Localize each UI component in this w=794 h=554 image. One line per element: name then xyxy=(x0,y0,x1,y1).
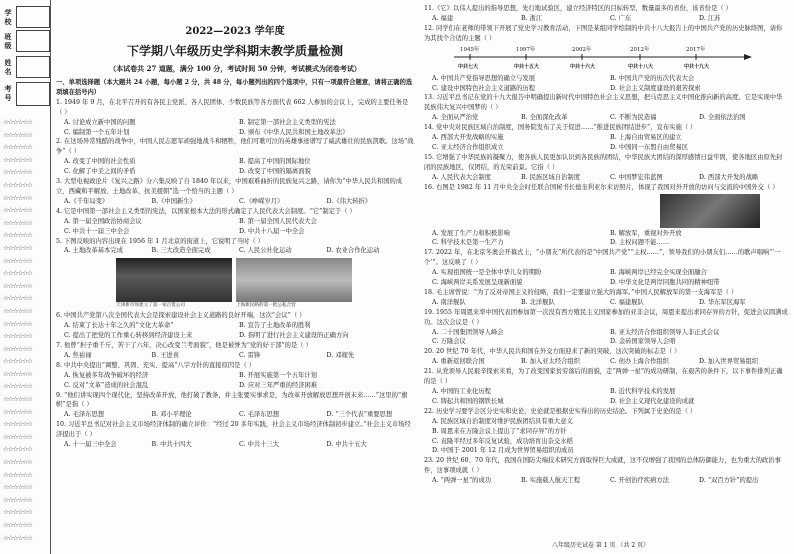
question-stem: 15. 它增强了中华民族的凝聚力，使各族人民更加认识到各民族的团结，中华民族大团结的深厚感情日益牢固，使各地区由原先封闭的民族地区，仅团结，的光荣前景。它指（ ） xyxy=(424,153,783,171)
exam-number-input[interactable] xyxy=(16,82,50,106)
question xyxy=(56,311,414,341)
question xyxy=(424,347,788,367)
answer-option[interactable]: A. 民族区域自治制度对维护民族团结具有重大意义 xyxy=(432,417,573,425)
question-stem: 3. 大型电视政论片《复兴之路》分六集反映了自 1840 年以来，中国艰难曲折的民族复兴之路，请你为“中华人民共和国的成立、西藏和平解放、土地改革、抗美援朝”选一个恰当的主题（ ） xyxy=(56,178,403,195)
answer-option[interactable]: B. 上海自由贸易区的建立 xyxy=(610,134,682,142)
answer-option[interactable]: D. 全面依法治国 xyxy=(699,114,746,122)
answer-option[interactable]: A. 焦裕禄 xyxy=(64,351,92,359)
question-stem: 9. “他们讲实现四个现代化，坚持改革开放，他打破了教条，并主张要实事求是，为改革开放解放思想开创未来……”这里的“旗帜”是指（ ） xyxy=(56,391,408,409)
question-stem: 19. 1955 年周恩来率中国代表团参加第一次没有西方殖民主义国家参加的亚非会议，周恩来提出求同存异的方针，促进会议圆满成功。这次会议是（ ） xyxy=(424,308,788,326)
answer-option[interactable]: A. 西部大开发战略的实施 xyxy=(432,134,504,142)
exam-title: 下学期八年级历史学科期末教学质量检测 xyxy=(126,44,343,58)
answer-option[interactable]: A.《千年局变》 xyxy=(64,197,109,205)
question xyxy=(424,24,788,74)
answer-options xyxy=(424,14,788,24)
exam-note: （本试卷共 27 道题，满分 100 分，考试时间 50 分钟，考试模式为闭卷考试） xyxy=(109,64,361,73)
field-label: 学校 xyxy=(4,8,12,26)
answer-option[interactable]: D. 加入世界贸易组织 xyxy=(699,358,759,366)
answer-option[interactable]: D. “双百方针”的提出 xyxy=(699,477,759,485)
question-stem: 6. 中国共产党第八次全国代表大会是探索建设社会主义道路的良好开端，这次“会议”（ ） xyxy=(56,312,306,320)
answer-options xyxy=(424,357,788,367)
answer-option[interactable]: A. 中国的工业化历程 xyxy=(432,388,491,395)
answer-option[interactable]: C. 袁隆平经过多年反复试验，成功培育出杂交水稻 xyxy=(432,437,573,445)
left-questions xyxy=(56,98,414,450)
question-stem: 14. 党中央对民族区域自治制度，国务院发布了关于促进……“推进民族团结进步”，宣布实施（ ） xyxy=(424,124,697,132)
timeline-year: 1997年 xyxy=(516,46,536,53)
question xyxy=(424,308,788,348)
question xyxy=(56,137,414,177)
field-label: 姓名 xyxy=(4,58,12,76)
answer-option[interactable]: C. 开创治疗疾病方法 xyxy=(610,477,669,485)
answer-option[interactable]: A. 毛泽东思想 xyxy=(64,411,105,419)
answer-option[interactable]: A. 结束了长达十年之久的“文化大革命” xyxy=(64,322,174,330)
answer-option[interactable]: A. 土地改革基本完成 xyxy=(64,247,123,255)
answer-option[interactable]: A. 改变了中国的社会性质 xyxy=(64,158,136,166)
question-stem: 18. 毛主席曾说：“为了反对帝国主义的侵略，我们一定要建立强大的海军。”中国人民解放军的第一支海军是（ ） xyxy=(424,288,738,296)
answer-option[interactable]: A. 二十国集团领导人峰会 xyxy=(432,328,504,336)
answer-option[interactable]: A. “两弹一星”的成功 xyxy=(432,477,492,485)
answer-options xyxy=(424,229,788,249)
question-stem: 20. 20 世纪 70 年代，中华人民共和国在外交方面迎来了新的突破，这次突破的标志是（ ） xyxy=(424,348,681,356)
photo-crowd xyxy=(236,258,352,302)
answer-option[interactable]: C. 编制第一个五年计划 xyxy=(64,128,130,136)
answer-option[interactable]: C. 不断为民造福 xyxy=(610,114,657,122)
answer-option[interactable]: C. 雷锋 xyxy=(239,351,261,359)
answer-options xyxy=(56,246,414,256)
question xyxy=(424,407,788,457)
answer-option[interactable]: C. 化解了中美之间的矛盾 xyxy=(64,168,136,176)
answer-options xyxy=(424,328,788,348)
answer-options xyxy=(424,417,788,457)
question-stem: 16. 右图是 1982 年 11 月中央全会时任联合国秘书长德奎利亚尔来访照片，体现了我国对外开放的访问与交流的中国外交（ ） xyxy=(424,183,779,191)
photo-caption: 上海新民路的第一批公私合营 xyxy=(236,303,296,309)
historical-photos xyxy=(116,258,352,310)
question xyxy=(424,74,788,94)
answer-options xyxy=(424,298,788,308)
question-stem: 11.《它》以伟人提出的指导思想，先行地试验区，建立经济特区的目标转型，数量最多的省份，该省份是（ ） xyxy=(424,5,732,12)
answer-option[interactable]: D. 江苏 xyxy=(699,14,721,22)
answer-option[interactable]: B. 实施载人航天工程 xyxy=(521,477,581,485)
answer-option[interactable]: D.《伟大转折》 xyxy=(326,197,372,205)
question-stem: 5. 下图反映的内容出现在 1956 年 1 月北京的街道上，它说明了当时（ ） xyxy=(56,237,265,245)
answer-option[interactable]: A. 十一届三中全会 xyxy=(64,441,117,449)
timeline-label: 中共十五大 xyxy=(514,63,540,70)
answer-option[interactable]: D. 中华文化是两岸同胞共同的精神纽带 xyxy=(610,279,720,287)
question-stem: 12. 同学们在老师的带领下开展了党史学习教育活动，下图是某组同学绘制的中共十八大报告上的中国共产党的历史脉络图，请你为其找个合适的主题（ ） xyxy=(424,24,783,42)
exam-number-field xyxy=(0,82,50,106)
answer-option[interactable]: D. 指明了进行社会主义建设的正确方向 xyxy=(239,332,349,340)
answer-option[interactable]: B. 开展实施第一个五年计划 xyxy=(239,371,317,379)
answer-option[interactable]: B. 浙江 xyxy=(521,14,543,22)
question xyxy=(56,177,414,207)
answer-option[interactable]: B. 提高了中国的国际地位 xyxy=(239,158,311,166)
answer-option[interactable]: D. 中国于 2001 年 12 月成为世界贸易组织的成员 xyxy=(432,447,574,455)
answer-option[interactable]: D. 华东军区海军 xyxy=(699,298,746,306)
answer-option[interactable]: C. 提出了把党的工作重心转移到经济建设上来 xyxy=(64,332,193,340)
name-input[interactable] xyxy=(16,56,50,78)
answer-option[interactable]: D. 社会主义现代化建设的成就 xyxy=(610,397,695,405)
right-column xyxy=(424,4,788,486)
answer-option[interactable]: C. 人民公社化运动 xyxy=(239,247,292,255)
question xyxy=(424,288,788,308)
answer-option[interactable]: B. 亚太经济合作组织领导人非正式会议 xyxy=(610,328,720,336)
question-stem: 2. 在这场异常残酷的战争中，中国人民志愿军顽强地战斗和牺牲，他们可歌可泣的英雄事迹谱写了威武雄壮的民族凯歌。这场“战争”（ ） xyxy=(56,138,414,156)
answer-option[interactable]: D. 农业合作化运动 xyxy=(326,247,380,255)
question xyxy=(424,248,788,288)
answer-option[interactable]: B. 制定第一部社会主义类型的宪法 xyxy=(239,118,336,126)
answer-option[interactable]: A. 全面从严治党 xyxy=(432,114,479,122)
meeting-photo-frame xyxy=(660,194,760,228)
answer-option[interactable]: C. 福建舰队 xyxy=(610,298,644,306)
answer-option[interactable]: B. 第一届全国人民代表大会 xyxy=(239,217,317,225)
answer-option[interactable]: D. 金砖国家领导人会晤 xyxy=(610,338,676,346)
answer-option[interactable]: C. 广东 xyxy=(610,14,632,22)
question-stem: 23. 20 世纪 60、70 年代，我国在国防尖端技术研究方面取得巨大成就，这不仅增强了我国的总体防御能力，也为重大的政治事件，这事项成就（ ） xyxy=(424,457,781,475)
answer-option[interactable]: D. 颁布《中华人民共和国土地改革法》 xyxy=(239,128,349,136)
answer-option[interactable]: B. 宣告了土地改革的胜利 xyxy=(239,322,311,330)
question-stem: 7. 他曾“担子重千斤，苦干了六年，决心改变兰考面貌”，他是被誉为“党的好干部”的是（ ） xyxy=(56,342,312,350)
answer-option[interactable]: B. 中共十四大 xyxy=(151,441,192,449)
question xyxy=(56,341,414,361)
question xyxy=(424,183,788,249)
meeting-photo xyxy=(660,194,760,228)
answer-option[interactable]: B. 近代科学技术的发展 xyxy=(610,388,676,395)
answer-options xyxy=(424,476,788,486)
answer-option[interactable]: C. 万隆会议 xyxy=(432,338,466,346)
class-input[interactable] xyxy=(16,30,50,52)
timeline-year: 2012年 xyxy=(630,46,650,53)
answer-options xyxy=(56,351,414,361)
photo-street-banner xyxy=(116,258,232,302)
question xyxy=(424,123,788,153)
answer-option[interactable]: B. 三大改造全面完成 xyxy=(151,247,211,255)
answer-options xyxy=(56,217,414,237)
answer-option[interactable]: D. 西部大开发的战略 xyxy=(699,173,759,181)
answer-options xyxy=(424,173,788,183)
question-stem: 13. 习近平总书记在党的十九大报告中明确提出新时代中国特色社会主义思想，把马克思主义中国化推向新的高度。它是实现中华民族伟大复兴中国梦的（ ） xyxy=(424,94,783,112)
answer-option[interactable]: A. 恢复被多年战争破坏的经济 xyxy=(64,371,149,379)
answer-option[interactable]: A. 福建 xyxy=(432,14,454,22)
answer-option[interactable]: C. 毛泽东思想 xyxy=(239,411,280,419)
question xyxy=(56,237,414,311)
question-stem: 8. 中共中央提出“调整、巩固、充实、提高”八字方针的直接原因是（ ） xyxy=(56,361,256,369)
seal-line-stars: ☆☆☆☆☆☆ ☆☆☆☆☆☆ ☆☆☆☆☆☆ ☆☆☆☆☆☆ ☆☆☆☆☆☆ ☆☆☆☆☆☆ ☆☆☆☆☆☆ ☆☆☆☆☆☆ ☆☆☆☆☆☆ ☆☆☆☆☆☆ ☆☆☆☆☆☆ ☆☆☆☆☆☆ ☆☆☆☆☆☆ ☆☆☆☆☆☆ ☆☆☆☆☆☆ ☆☆☆☆☆☆ ☆☆☆☆☆☆ ☆☆☆☆☆☆ ☆☆☆☆☆☆ ☆☆☆☆☆☆ ☆☆☆☆☆☆ ☆☆☆☆☆☆ ☆☆☆☆☆☆ ☆☆☆☆☆☆ ☆☆☆☆☆☆ ☆☆☆☆☆☆ ☆☆☆☆☆☆ ☆☆☆☆☆☆ ☆☆☆☆☆☆ ☆☆☆☆☆☆ ☆☆☆☆☆☆ ☆☆☆☆☆☆ ☆☆☆☆☆☆ ☆☆☆☆☆☆ xyxy=(3,118,32,542)
page-footer: 八年级历史试卷 第 1 页 （共 2 页） xyxy=(552,542,650,549)
answer-option[interactable]: C. 中国梦宏伟蓝图 xyxy=(610,173,663,181)
answer-option[interactable]: D. 主权问题不能…… xyxy=(610,239,670,247)
photo-caption: 天津新市场建立了第一家百货公司 xyxy=(116,303,185,309)
timeline-year: 2017年 xyxy=(686,46,706,53)
question-stem: 10. 习近平总书记对社会主义市场经济体制的确立评价：“经过 20 多年实践，社会主义市场经济体制初步建立。”社会主义市场经济提出于（ ） xyxy=(56,421,411,439)
right-questions xyxy=(424,4,788,486)
answer-option[interactable]: B. 中国共产党的历次代表大会 xyxy=(610,74,695,82)
answer-option[interactable]: A. 第一届全国政治协商会议 xyxy=(64,217,142,225)
answer-option[interactable]: C. 中共十一届三中全会 xyxy=(64,227,130,235)
answer-option[interactable]: D. 改变了中国的隔离面貌 xyxy=(239,168,311,176)
answer-option[interactable]: B.《中国新生》 xyxy=(151,197,196,205)
question xyxy=(424,367,788,407)
answer-option[interactable]: D. 中共十八届一中全会 xyxy=(239,227,305,235)
answer-option[interactable]: B. 邓小平理论 xyxy=(151,411,192,419)
answer-option[interactable]: B. 加入亚太经合组织 xyxy=(521,358,581,366)
answer-option[interactable]: C. 反对“文革”造成的社会混乱 xyxy=(64,381,149,389)
question-stem: 1. 1949 年 9 月，在北平召开的有各民主党派、各人民团体、少数民族等各方面代表 662 人参加的会议上，完成的主要任务是（ ） xyxy=(56,98,409,116)
question-stem: 22. 历史学习要学会区分史实和史论，史论就是根据史实得出的历史结论。下列属于史论的是（ ） xyxy=(424,407,697,415)
answer-option[interactable]: C. 亚太经济合作组织成立 xyxy=(432,143,504,151)
binding-margin xyxy=(0,0,51,554)
answer-option[interactable]: B. 海峡两岸已经完全实现全面融合 xyxy=(610,269,707,277)
answer-option[interactable]: D. 中国同一东盟自由贸易区 xyxy=(610,143,689,151)
answer-option[interactable]: B. 周恩来在万隆会议上提出了“求同存异”的方针 xyxy=(432,427,567,435)
school-input[interactable] xyxy=(16,6,50,28)
answer-option[interactable]: B. 王进喜 xyxy=(151,351,180,359)
answer-options xyxy=(56,321,414,341)
answer-option[interactable]: C. 科学技术是第一生产力 xyxy=(432,239,504,247)
answer-options xyxy=(56,118,414,138)
timeline-label: 中共七大 xyxy=(458,63,479,70)
party-history-timeline xyxy=(454,46,754,74)
timeline-year: 2002年 xyxy=(572,46,592,53)
answer-option[interactable]: D. “三个代表”重要思想 xyxy=(326,411,393,419)
section-heading: 一、单项选择题（本大题共 24 小题，每小题 2 分，共 48 分，每小题列出的四个选项中，只有一项最符合题意，请将正确的选项填在括号内） xyxy=(56,79,413,96)
answer-option[interactable]: D. 社会主义制度建设的艰苦探索 xyxy=(610,84,701,92)
answer-option[interactable]: A. 人民代表大会制度 xyxy=(432,173,491,181)
question xyxy=(56,98,414,138)
answer-option[interactable]: C. 中共十三大 xyxy=(239,441,280,449)
question xyxy=(56,361,414,391)
question xyxy=(56,420,414,450)
school-field xyxy=(0,6,50,28)
answer-option[interactable]: D. 中共十五大 xyxy=(326,441,367,449)
question-stem: 17. 2022 年，在北京冬奥会开幕式上，“小朋友”所代表的是“中国共产党”“主权……”，领导我们的小朋友们……的歌声唱响“‘一个’”。这反映了（ ） xyxy=(424,249,781,267)
answer-options xyxy=(56,440,414,450)
question xyxy=(424,153,788,183)
answer-option[interactable]: C. 建设中国特色社会主义道路的历程 xyxy=(432,84,536,92)
question-stem: 21. 从党领导人民艰辛探索来看，为了改变国家贫穷落后的面貌，走“两弹一星”的成功研制，在艰苦的条件下，以下事件排列正确的是（ ） xyxy=(424,368,783,386)
timeline-year: 1945年 xyxy=(460,46,480,53)
answer-options xyxy=(56,157,414,177)
answer-options xyxy=(424,387,788,407)
question xyxy=(56,391,414,421)
question xyxy=(424,4,788,24)
answer-options xyxy=(424,113,788,123)
answer-option[interactable]: A. 南洋舰队 xyxy=(432,298,466,306)
answer-option[interactable]: A. 发展了生产力和积极影响 xyxy=(432,229,510,237)
timeline-label: 中共十八大 xyxy=(628,63,654,70)
question xyxy=(56,207,414,237)
answer-option[interactable]: A. 实现祖国统一是全体中华儿女的期盼 xyxy=(432,269,542,277)
answer-option[interactable]: B. 解放军，重视对外开放 xyxy=(610,229,682,237)
answer-option[interactable]: A. 重新返回联合国 xyxy=(432,358,485,366)
class-field xyxy=(0,30,50,52)
answer-options xyxy=(424,74,788,94)
answer-options xyxy=(56,410,414,420)
field-label: 班级 xyxy=(4,32,12,50)
name-field xyxy=(0,56,50,78)
question xyxy=(424,456,788,486)
answer-option[interactable]: A. 讨论成立新中国的问题 xyxy=(64,118,136,126)
answer-option[interactable]: C. 海峡两岸关系发展呈现新面貌 xyxy=(432,279,523,287)
answer-option[interactable]: B. 北洋舰队 xyxy=(521,298,555,306)
answer-option[interactable]: C.《峥嵘岁月》 xyxy=(239,197,284,205)
answer-option[interactable]: B. 全面深化改革 xyxy=(521,114,568,122)
timeline-label: 中共十九大 xyxy=(684,63,710,70)
timeline-label: 中共十六大 xyxy=(570,63,596,70)
answer-option[interactable]: B. 民族区域自治制度 xyxy=(521,173,581,181)
answer-options xyxy=(56,371,414,391)
answer-option[interactable]: C. 铸起共和国的钢铁长城 xyxy=(432,397,504,405)
answer-option[interactable]: A. 中国共产党指导思想的确立与发展 xyxy=(432,74,536,82)
field-label: 考号 xyxy=(4,84,12,102)
left-column xyxy=(56,4,414,450)
question-stem: 4. 它是中国第一部社会主义类型的宪法，以国家根本大法的形式确定了人民代表大会制度。“它”制定于（ ） xyxy=(56,207,356,215)
exam-year: 2022—2023 学年度 xyxy=(185,26,285,37)
answer-options xyxy=(56,197,414,207)
answer-option[interactable]: D. 应对三年严重的经济困难 xyxy=(239,381,318,389)
question xyxy=(424,93,788,123)
answer-option[interactable]: C. 创办上海合作组织 xyxy=(610,358,669,366)
answer-options xyxy=(424,268,788,288)
answer-options xyxy=(424,133,788,153)
answer-option[interactable]: D. 邓稼先 xyxy=(326,351,355,359)
